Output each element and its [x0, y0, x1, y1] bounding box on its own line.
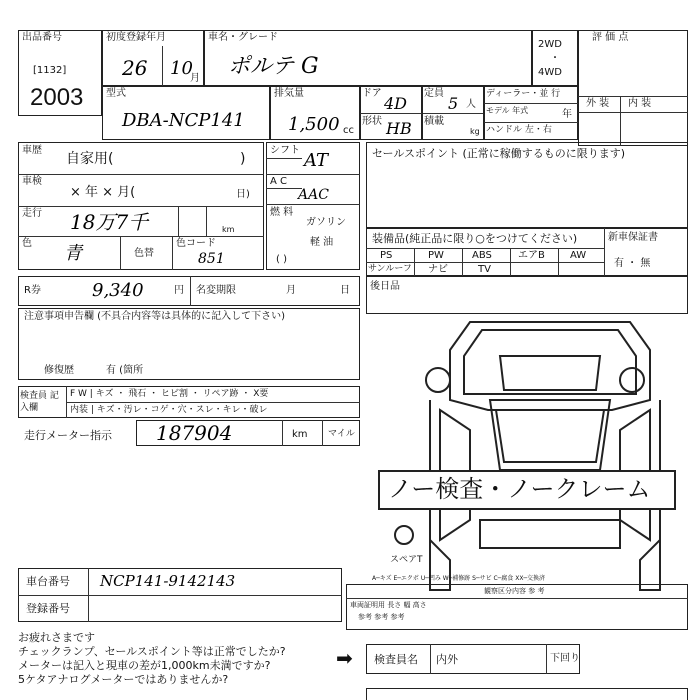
lot-label: 出品番号: [22, 32, 62, 43]
fuel-gas: ガソリン: [306, 217, 346, 228]
drive-4wd: 4WD: [538, 67, 562, 78]
displacement-label: 排気量: [274, 88, 304, 99]
shift-label: シフト: [270, 145, 300, 156]
repair-value: 有 (箇所: [106, 365, 144, 376]
shape-value: HB: [386, 119, 412, 138]
meter-km: km: [292, 429, 308, 440]
cc-unit: cc: [343, 125, 354, 136]
color-change-label: 色替: [134, 248, 154, 259]
divider: [546, 644, 547, 674]
equip-aw: AW: [570, 250, 587, 261]
equip-pw: PW: [428, 250, 444, 261]
legend-3: 車両証明用 長さ 幅 高さ: [350, 601, 427, 609]
fuel-label: 燃 料: [270, 207, 294, 218]
eval-label: 評 価 点: [592, 32, 629, 43]
month-suffix: 月: [190, 73, 200, 84]
deadline-day: 日: [340, 285, 350, 296]
displacement-value: 1,500: [288, 114, 340, 135]
door-label: ドア: [362, 88, 382, 99]
equip-abs: ABS: [472, 250, 492, 261]
inspector-value: 内外: [436, 653, 458, 666]
door-value: 4D: [384, 94, 408, 113]
spare-label: スペアT: [390, 555, 423, 565]
lot-number: 2003: [30, 84, 84, 111]
legend: A─キズ E─エクボ U─凹み W─補修跡 S─サビ C─腐食 XX─交換済: [372, 575, 546, 582]
color-code-label: 色コード: [176, 238, 216, 249]
person-unit: 人: [466, 99, 476, 110]
footer-line1: お疲れさまです: [18, 631, 95, 644]
inspection-tail: 日): [236, 189, 250, 200]
recycle-value: 9,340: [92, 280, 144, 301]
equip-navi: ナビ: [428, 264, 448, 275]
type-value: DBA-NCP141: [122, 110, 245, 131]
footer-line4: 5ケタアナログメーターではありませんか?: [18, 673, 229, 686]
inspection-value: × 年 × 月(: [70, 185, 136, 200]
history-value: 自家用(: [66, 151, 114, 167]
inspection-label: 車検: [22, 176, 42, 187]
repair-label: 修復歴: [44, 365, 74, 376]
history-label: 車歴: [22, 145, 42, 156]
color-code-value: 851: [198, 251, 225, 267]
fuel-paren: ( ): [276, 254, 287, 265]
footer-line3: メーターは記入と現車の差が1,000km未満ですか?: [18, 659, 271, 672]
divider: [18, 595, 342, 596]
chassis-label: 車台番号: [26, 575, 70, 588]
first-reg-label: 初度登録年月: [106, 32, 166, 43]
mileage-value: 18万7千: [70, 210, 149, 234]
inspection-row1: F W | キズ ・ 飛石 ・ ヒビ割 ・ リペア跡 ・ X要: [70, 389, 269, 399]
meter-mile: マイル: [328, 429, 355, 439]
exterior-label: 外 装: [586, 98, 610, 109]
equipment-title: 装備品(純正品に限り○をつけてください): [372, 232, 578, 245]
recycle-yen: 円: [174, 285, 184, 296]
kg-unit: kg: [470, 127, 480, 136]
shift-value: AT: [304, 150, 329, 171]
color-value: 青: [64, 243, 82, 264]
equip-tv: TV: [478, 264, 491, 275]
mileage-label: 走行: [22, 208, 42, 219]
model-year-label: モデル 年式: [486, 106, 529, 115]
notes-title: 注意事項申告欄 (不具合内容等は具体的に記入して下さい): [24, 311, 285, 322]
drive-2wd: 2WD: [538, 39, 562, 50]
equip-ps: PS: [380, 250, 393, 261]
divider: [346, 598, 688, 599]
history-paren-close: ): [240, 151, 246, 167]
capacity-label: 定員: [424, 88, 444, 99]
equip-airbag: エアB: [518, 250, 545, 261]
first-reg-month: 10: [170, 58, 193, 79]
first-reg-year: 26: [122, 56, 148, 80]
new-car-warranty: 新車保証書: [608, 232, 658, 243]
km-unit: km: [222, 225, 235, 234]
inspection-row2: 内装 | キズ・汚レ・コゲ・穴・スレ・キレ・破レ: [70, 405, 268, 415]
inspection-items-label: 検査員 記入欄: [20, 391, 59, 413]
load-label: 積載: [424, 116, 444, 127]
meter-label: 走行メーター指示: [24, 429, 112, 442]
deadline-month: 月: [286, 285, 296, 296]
dealer-label: ディーラー・並 行: [486, 89, 561, 99]
ac-label: A C: [270, 176, 288, 187]
inspector-label: 検査員名: [374, 653, 418, 666]
legend-4: 参考 参考 参考: [358, 613, 405, 621]
drive-dot: ・: [550, 53, 560, 64]
chassis-value: NCP141-9142143: [100, 572, 236, 590]
handle-label: ハンドル 左・右: [486, 125, 552, 135]
reg-label: 登録番号: [26, 602, 70, 615]
year-suffix: 年: [562, 109, 572, 120]
ac-value: AAC: [298, 187, 329, 203]
warranty-value: 有 ・ 無: [614, 258, 651, 269]
meter-value: 187904: [156, 421, 233, 445]
bottom-box: [366, 688, 688, 700]
arrow-icon: ➡: [336, 646, 353, 670]
type-label: 型式: [106, 88, 126, 99]
footer-line2: チェックランプ、セールスポイント等は正常でしたか?: [18, 645, 286, 658]
underbody-label: 下回り: [550, 653, 580, 664]
color-label: 色: [22, 238, 32, 249]
model-name-value: ポルテ G: [228, 54, 319, 79]
model-name-label: 車名・グレード: [208, 32, 278, 43]
recycle-label: R券: [24, 285, 41, 296]
interior-label: 内 装: [628, 98, 652, 109]
capacity-value: 5: [448, 94, 459, 113]
equip-sunroof: サンルーフ: [368, 264, 412, 274]
lot-sub: [1132]: [33, 65, 67, 76]
legend-2: 観察区分内容 参 考: [484, 587, 545, 595]
deadline-label: 名変期限: [196, 285, 236, 296]
shape-label: 形状: [362, 116, 382, 127]
fuel-diesel: 軽 油: [310, 237, 334, 248]
sales-title: セールスポイント (正常に稼働するものに限ります): [372, 147, 626, 160]
divider: [430, 644, 431, 674]
after-label: 後日品: [370, 281, 400, 292]
stamp-text: ノー検査・ノークレーム: [388, 476, 651, 503]
